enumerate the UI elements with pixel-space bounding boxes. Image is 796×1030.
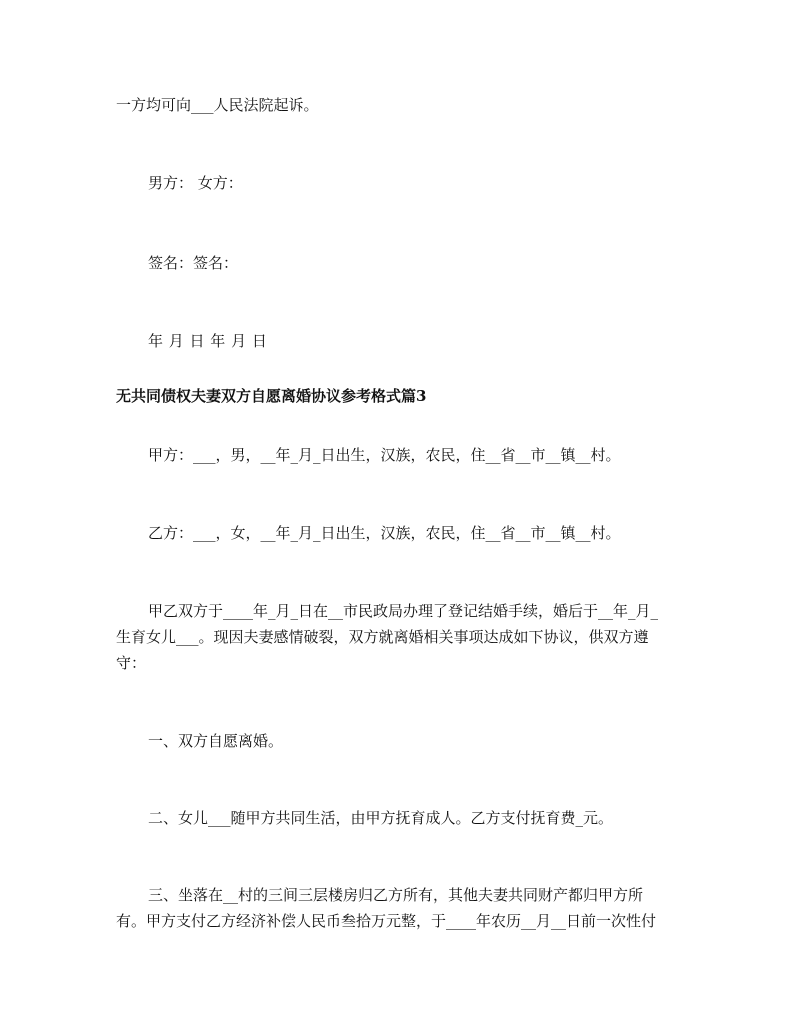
clause-3-line-2: 有。甲方支付乙方经济补偿人民币叁拾万元整，于____年农历__月__日前一次性付 [116,912,657,930]
party-a-info: 甲方：___，男，__年_月_日出生，汉族，农民，住__省__市__镇__村。 [148,446,621,464]
signature-parties-label: 男方： 女方： [148,174,243,192]
signature-label: 签名：签名： [148,254,239,272]
agreement-intro-line-2: 生育女儿___。现因夫妻感情破裂，双方就离婚相关事项达成如下协议，供双方遵 [116,628,649,646]
paragraph-lawsuit-court: 一方均可向___人民法院起诉。 [116,96,319,114]
agreement-intro-line-3: 守： [116,654,147,672]
section-heading: 无共同债权夫妻双方自愿离婚协议参考格式篇3 [116,387,427,405]
clause-2: 二、女儿___随甲方共同生活，由甲方抚育成人。乙方支付抚育费_元。 [148,809,614,827]
clause-3-line-1: 三、坐落在__村的三间三层楼房归乙方所有，其他夫妻共同财产都归甲方所 [148,886,644,904]
signature-date-label: 年 月 日 年 月 日 [148,332,268,350]
agreement-intro-line-1: 甲乙双方于____年_月_日在__市民政局办理了登记结婚手续，婚后于__年_月_ [148,602,659,620]
party-b-info: 乙方：___，女，__年_月_日出生，汉族，农民，住__省__市__镇__村。 [148,524,621,542]
clause-1: 一、双方自愿离婚。 [148,732,284,750]
